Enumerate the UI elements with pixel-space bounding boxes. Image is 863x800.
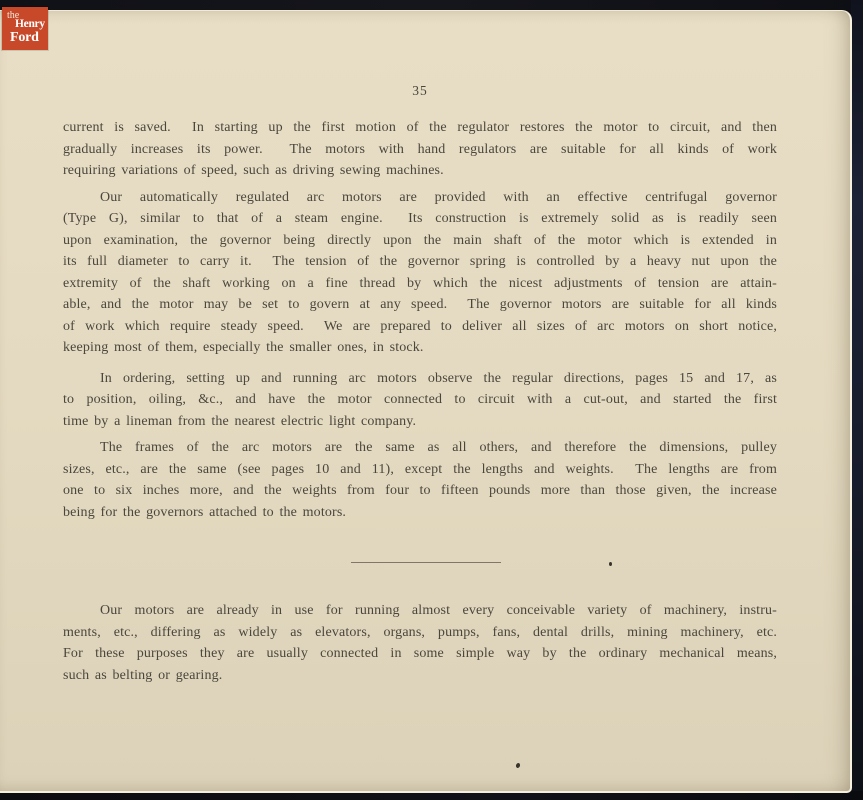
- text-line: such as belting or gearing.: [63, 667, 223, 683]
- book-page: [0, 10, 852, 793]
- text-line: Our motors are already in use for running almost every conceivable variety of machinery, instru-: [100, 603, 777, 618]
- paper-speck: [609, 562, 612, 566]
- text-line: For these purposes they are usually connected in some simple way by the ordinary mechanical means,: [63, 646, 777, 661]
- text-line: keeping most of them, especially the smaller ones, in stock.: [63, 340, 424, 355]
- text-line: Our automatically regulated arc motors are provided with an effective centrifugal governor: [100, 189, 777, 205]
- henry-ford-logo: [2, 7, 48, 50]
- text-line: upon examination, the governor being directly upon the main shaft of the motor which is extended in: [63, 232, 777, 248]
- text-line: extremity of the shaft working on a fine thread by which the nicest adjustments of tension are attain-: [63, 275, 777, 291]
- text-line: (Type G), similar to that of a steam engine. Its construction is extremely solid as is readily seen: [63, 211, 777, 226]
- text-line: current is saved. In starting up the first motion of the regulator restores the motor to circuit, and then: [63, 120, 777, 135]
- paragraph: [63, 117, 777, 182]
- paragraph: [63, 187, 777, 359]
- scan-edge-right: [851, 0, 863, 800]
- text-line: its full diameter to carry it. The tension of the governor spring is controlled by a heavy nut upon the: [63, 254, 777, 269]
- text-line: gradually increases its power. The motors with hand regulators are suitable for all kinds of work: [63, 141, 777, 157]
- text-line: time by a lineman from the nearest electric light company.: [63, 413, 417, 429]
- logo-text-the: the: [7, 10, 20, 21]
- logo-text-henry: Henry: [15, 18, 45, 30]
- text-line: of work which require steady speed. We are prepared to deliver all sizes of arc motors on short notice,: [63, 318, 777, 334]
- text-line: In ordering, setting up and running arc motors observe the regular directions, pages 15 and 17, as: [100, 370, 777, 386]
- logo-text-ford: Ford: [10, 30, 39, 45]
- paragraph: [63, 437, 777, 523]
- upper-text-block: [63, 117, 777, 523]
- paper-speck: [515, 762, 520, 768]
- text-column: [63, 117, 777, 686]
- text-line: requiring variations of speed, such as driving sewing machines.: [63, 163, 444, 178]
- text-line: The frames of the arc motors are the same as all others, and therefore the dimensions, pulley: [100, 440, 777, 455]
- text-line: being for the governors attached to the motors.: [63, 504, 347, 520]
- text-line: ments, etc., differing as widely as elevators, organs, pumps, fans, dental drills, mining machinery, etc.: [63, 624, 777, 640]
- text-line: to position, oiling, &c., and have the motor connected to circuit with a cut-out, and started the first: [63, 392, 777, 407]
- page-number: 35: [412, 83, 428, 98]
- paragraph: [63, 600, 777, 686]
- section-divider-rule: [351, 562, 501, 563]
- lower-text-block: [63, 600, 777, 686]
- text-line: able, and the motor may be set to govern at any speed. The governor motors are suitable for all kinds: [63, 297, 777, 312]
- paragraph: [63, 368, 777, 433]
- text-line: sizes, etc., are the same (see pages 10 and 11), except the lengths and weights. The lengths are from: [63, 461, 777, 477]
- text-line: one to six inches more, and the weights from four to fifteen pounds more than those given, the increase: [63, 483, 777, 498]
